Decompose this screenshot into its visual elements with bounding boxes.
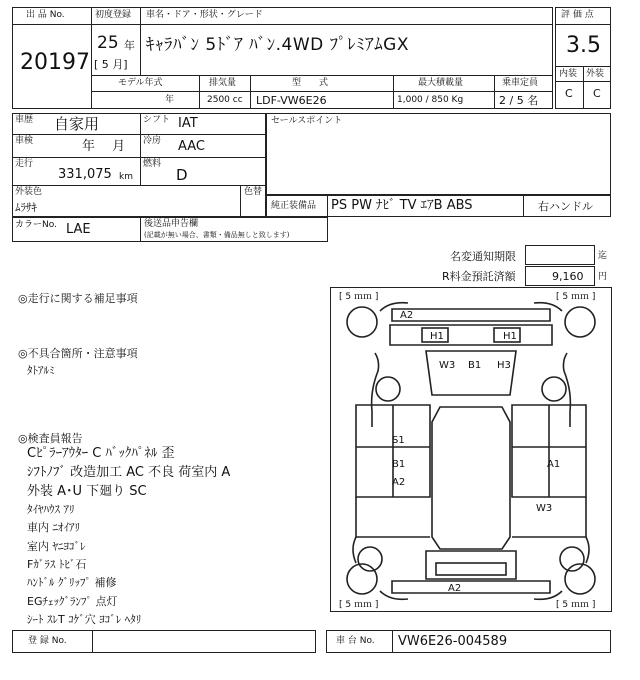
first-reg-year: 25 bbox=[97, 33, 119, 53]
exterior-grade: C bbox=[593, 87, 601, 100]
damage-mark: W3 bbox=[439, 360, 456, 371]
details-box bbox=[12, 113, 266, 217]
chassis-no-label: 車 台 No. bbox=[336, 636, 375, 646]
displacement: 2500 cc bbox=[207, 95, 243, 105]
inspector-item: Cﾋﾟﾗｰｱｳﾀｰ C ﾊﾞｯｸﾊﾟﾈﾙ 歪 bbox=[27, 446, 175, 461]
inspector-item: ｼｰﾄ ｽﾚT ｺｹﾞ穴 ﾖｺﾞﾚ ﾍﾀﾘ bbox=[27, 613, 142, 626]
damage-mark: H3 bbox=[497, 360, 511, 371]
lot-no: 20197 bbox=[20, 50, 90, 75]
inspection-value: 年 月 bbox=[82, 139, 126, 154]
chassis-no-value: VW6E26-004589 bbox=[398, 634, 508, 649]
exterior-color-value: ﾑﾗｻｷ bbox=[15, 201, 37, 214]
color-no-value: LAE bbox=[66, 222, 91, 237]
notice-field bbox=[525, 245, 595, 265]
notice-label: 名変通知期限 bbox=[450, 250, 516, 263]
inspector-item: 外装 A･U 下廻り SC bbox=[27, 484, 147, 499]
mileage-label: 走行 bbox=[15, 159, 34, 169]
inspector-item: ｼﾌﾄﾉﾌﾞ 改造加工 AC 不良 荷室内 A bbox=[27, 465, 231, 480]
mileage-unit: km bbox=[119, 172, 133, 182]
damage-mark: H1 bbox=[430, 331, 444, 342]
handle-value: 右ハンドル bbox=[538, 200, 593, 213]
after-items-note: (記載が無い場合、書類・備品無しと致します) bbox=[144, 231, 290, 239]
capacity-label: 乗車定員 bbox=[502, 78, 539, 88]
shift-label: シフト bbox=[143, 115, 171, 125]
inspector-item: ﾊﾝﾄﾞﾙ ｸﾞﾘｯﾌﾟ 補修 bbox=[27, 576, 117, 589]
type-label: 型 式 bbox=[292, 78, 329, 88]
equipment-value: PS PW ﾅﾋﾞ TV ｴｱB ABS bbox=[331, 198, 473, 213]
tire-depth-rear-left: [ 5 ｍｍ ] bbox=[339, 600, 379, 610]
color-no-label: カラーNo. bbox=[15, 220, 57, 230]
defects-item: ﾀﾄｱﾙﾐ bbox=[27, 364, 55, 377]
car-desc-label: 車名・ドア・形状・グレード bbox=[146, 10, 263, 20]
inspection-label: 車検 bbox=[15, 136, 34, 146]
inspector-item: Fｶﾞﾗｽ ﾄﾋﾞ石 bbox=[27, 558, 87, 571]
damage-mark: H1 bbox=[503, 331, 517, 342]
inspector-item: ﾀｲﾔﾊｳｽ ｱﾘ bbox=[27, 503, 75, 516]
displacement-label: 排気量 bbox=[209, 78, 237, 88]
tire-depth-rear-right: [ 5 ｍｍ ] bbox=[556, 600, 596, 610]
tire-depth-front-left: [ 5 ｍｍ ] bbox=[339, 292, 379, 302]
rating-label: 評 価 点 bbox=[561, 10, 594, 20]
damage-mark: W3 bbox=[536, 503, 553, 514]
fuel-value: D bbox=[176, 166, 188, 184]
color-change-label: 色替 bbox=[244, 187, 263, 197]
inspector-title: ◎検査員報告 bbox=[18, 432, 83, 445]
max-load-label: 最大積載量 bbox=[418, 78, 464, 88]
damage-mark: A2 bbox=[448, 583, 462, 594]
inspector-item: 車内 ﾆｵｲｱﾘ bbox=[27, 521, 80, 534]
history-label: 車歴 bbox=[15, 115, 34, 125]
interior-grade: C bbox=[565, 87, 573, 100]
ac-label: 冷房 bbox=[143, 136, 162, 146]
rating-value: 3.5 bbox=[566, 33, 601, 58]
sales-point-label: セールスポイント bbox=[271, 116, 343, 126]
mileage-value: 331,075 bbox=[58, 167, 112, 182]
interior-label: 内装 bbox=[559, 69, 578, 79]
lot-no-label: 出 品 No. bbox=[26, 10, 65, 20]
model-year-unit: 年 bbox=[165, 95, 175, 105]
ac-value: AAC bbox=[178, 139, 205, 154]
type-value: LDF-VW6E26 bbox=[256, 94, 327, 107]
defects-title: ◎不具合箇所・注意事項 bbox=[18, 347, 138, 360]
equipment-label: 純正装備品 bbox=[271, 201, 317, 211]
damage-mark: S1 bbox=[392, 435, 405, 446]
notice-unit: 迄 bbox=[598, 251, 608, 261]
inspector-item: EGﾁｪｯｸﾞﾗﾝﾌﾟ 点灯 bbox=[27, 595, 118, 608]
damage-mark: A1 bbox=[547, 459, 561, 470]
damage-mark: B1 bbox=[392, 459, 406, 470]
car-description: ｷｬﾗﾊﾞﾝ 5ﾄﾞｱ ﾊﾞﾝ.4WD ﾌﾟﾚﾐｱﾑGX bbox=[146, 35, 409, 55]
max-load: 1,000 / 850 Kg bbox=[397, 95, 464, 105]
damage-mark: A2 bbox=[400, 310, 414, 321]
damage-mark: B1 bbox=[468, 360, 482, 371]
model-year-label: モデル年式 bbox=[118, 78, 163, 88]
reg-no-label: 登 録 No. bbox=[28, 636, 67, 646]
first-reg-month: [ 5 月] bbox=[94, 58, 128, 71]
vehicle-damage-diagram bbox=[330, 287, 612, 612]
year-unit: 年 bbox=[124, 39, 135, 52]
after-items-label: 後送品申告欄 bbox=[144, 219, 199, 229]
first-reg-label: 初度登録 bbox=[95, 10, 132, 20]
recycle-label: R料金預託済額 bbox=[442, 270, 516, 283]
recycle-unit: 円 bbox=[598, 272, 608, 282]
damage-mark: A2 bbox=[392, 477, 406, 488]
tire-depth-front-right: [ 5 ｍｍ ] bbox=[556, 292, 596, 302]
recycle-value: 9,160 bbox=[552, 270, 584, 283]
exterior-label: 外装 bbox=[586, 69, 605, 79]
inspector-item: 室内 ﾔﾆﾖｺﾞﾚ bbox=[27, 540, 86, 553]
driving-notes-title: ◎走行に関する補足事項 bbox=[18, 292, 138, 305]
exterior-color-label: 外装色 bbox=[15, 187, 43, 197]
shift-value: IAT bbox=[178, 116, 198, 131]
history-value: 自家用 bbox=[54, 115, 100, 133]
capacity: 2 / 5 名 bbox=[499, 94, 539, 107]
fuel-label: 燃料 bbox=[143, 159, 162, 169]
